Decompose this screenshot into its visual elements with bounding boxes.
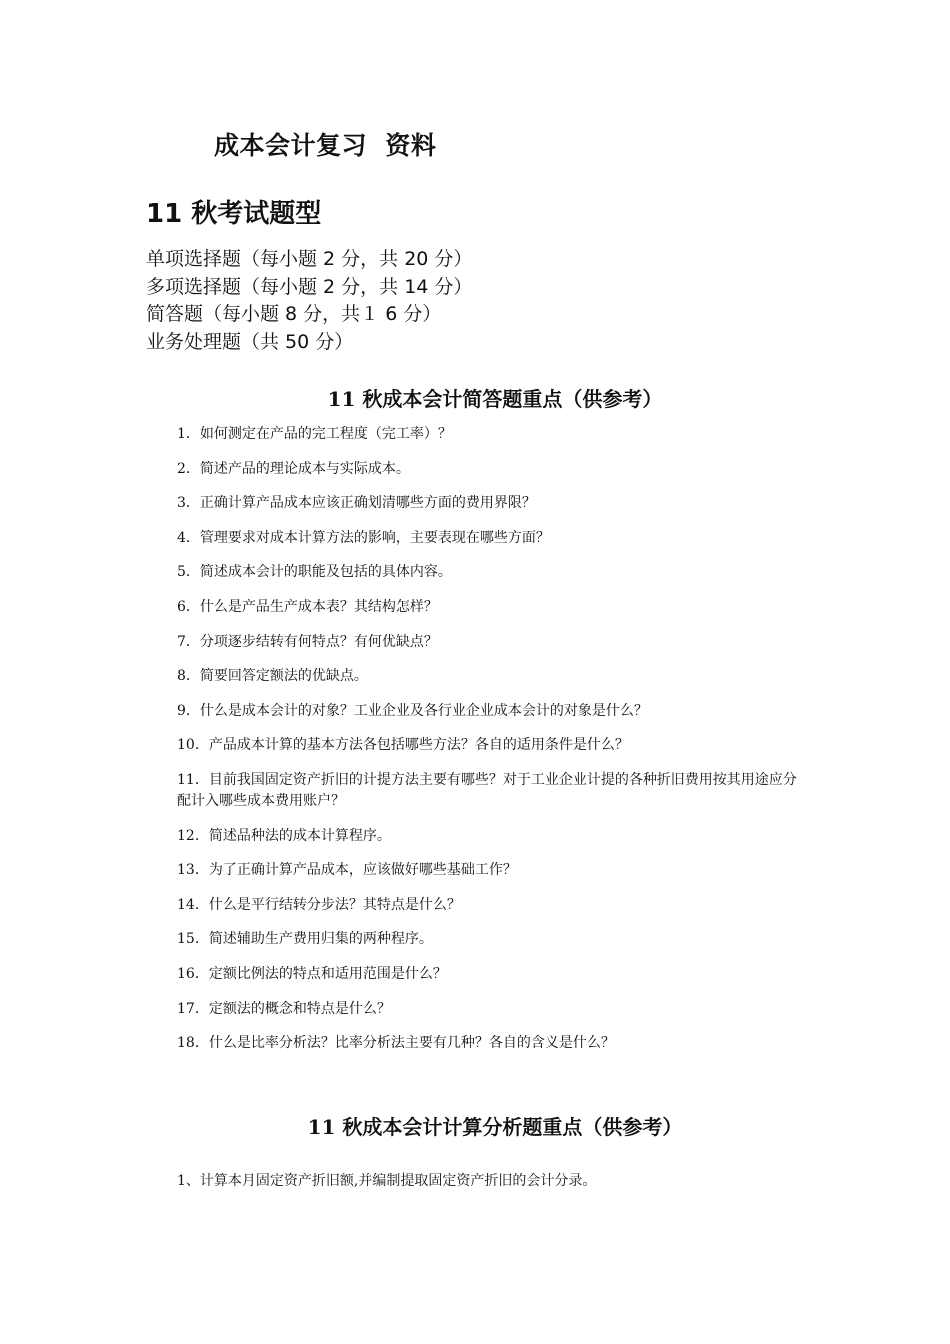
question-item: 7．分项逐步结转有何特点？有何优缺点？ — [177, 633, 438, 650]
question-item: 9．什么是成本会计的对象？工业企业及各行业企业成本会计的对象是什么？ — [177, 702, 648, 719]
question-item: 8．简要回答定额法的优缺点。 — [177, 668, 368, 685]
question-item: 5．简述成本会计的职能及包括的具体内容。 — [177, 564, 452, 581]
question-item: 4．管理要求对成本计算方法的影响，主要表现在哪些方面？ — [177, 529, 550, 546]
exam-type-item: 单项选择题（每小题 2 分，共 20 分） — [146, 248, 473, 270]
question-item: 13．为了正确计算产品成本，应该做好哪些基础工作？ — [177, 862, 517, 879]
calculation-section-title: 11 秋成本会计计算分析题重点（供参考） — [307, 1115, 683, 1139]
question-item: 6．什么是产品生产成本表？其结构怎样？ — [177, 598, 438, 615]
calculation-item: 1、计算本月固定资产折旧额,并编制提取固定资产折旧的会计分录。 — [177, 1173, 597, 1189]
question-item: 1．如何测定在产品的完工程度（完工率）？ — [177, 426, 452, 442]
exam-type-item: 业务处理题（共 50 分） — [146, 330, 354, 353]
question-item: 17．定额法的概念和特点是什么？ — [177, 1000, 391, 1017]
question-item: 3．正确计算产品成本应该正确划清哪些方面的费用界限？ — [177, 495, 536, 512]
exam-type-item: 多项选择题（每小题 2 分，共 14 分） — [146, 275, 473, 298]
question-item: 10．产品成本计算的基本方法各包括哪些方法？各自的适用条件是什么？ — [177, 737, 629, 754]
exam-types-heading: 11 秋考试题型 — [146, 199, 322, 229]
question-item: 15．简述辅助生产费用归集的两种程序。 — [177, 931, 433, 948]
question-item: 18．什么是比率分析法？比率分析法主要有几种？各自的含义是什么？ — [177, 1035, 615, 1052]
short-answer-question-list — [177, 424, 807, 1068]
question-item: 16．定额比例法的特点和适用范围是什么？ — [177, 965, 447, 982]
question-item: 11．目前我国固定资产折旧的计提方法主要有哪些？对于工业企业计提的各种折旧费用按其用途应分配计入哪些成本费用账户？ — [177, 771, 797, 809]
question-item: 14．什么是平行结转分步法？其特点是什么？ — [177, 896, 461, 913]
document-title: 成本会计复习 资料 — [214, 131, 437, 160]
exam-type-item: 简答题（每小题 8 分，共１ 6 分） — [146, 303, 442, 325]
question-item: 2．简述产品的理论成本与实际成本。 — [177, 460, 410, 477]
exam-types-list — [146, 246, 472, 356]
question-item: 12．简述品种法的成本计算程序。 — [177, 827, 391, 844]
short-answer-section-title: 11 秋成本会计简答题重点（供参考） — [327, 387, 663, 411]
